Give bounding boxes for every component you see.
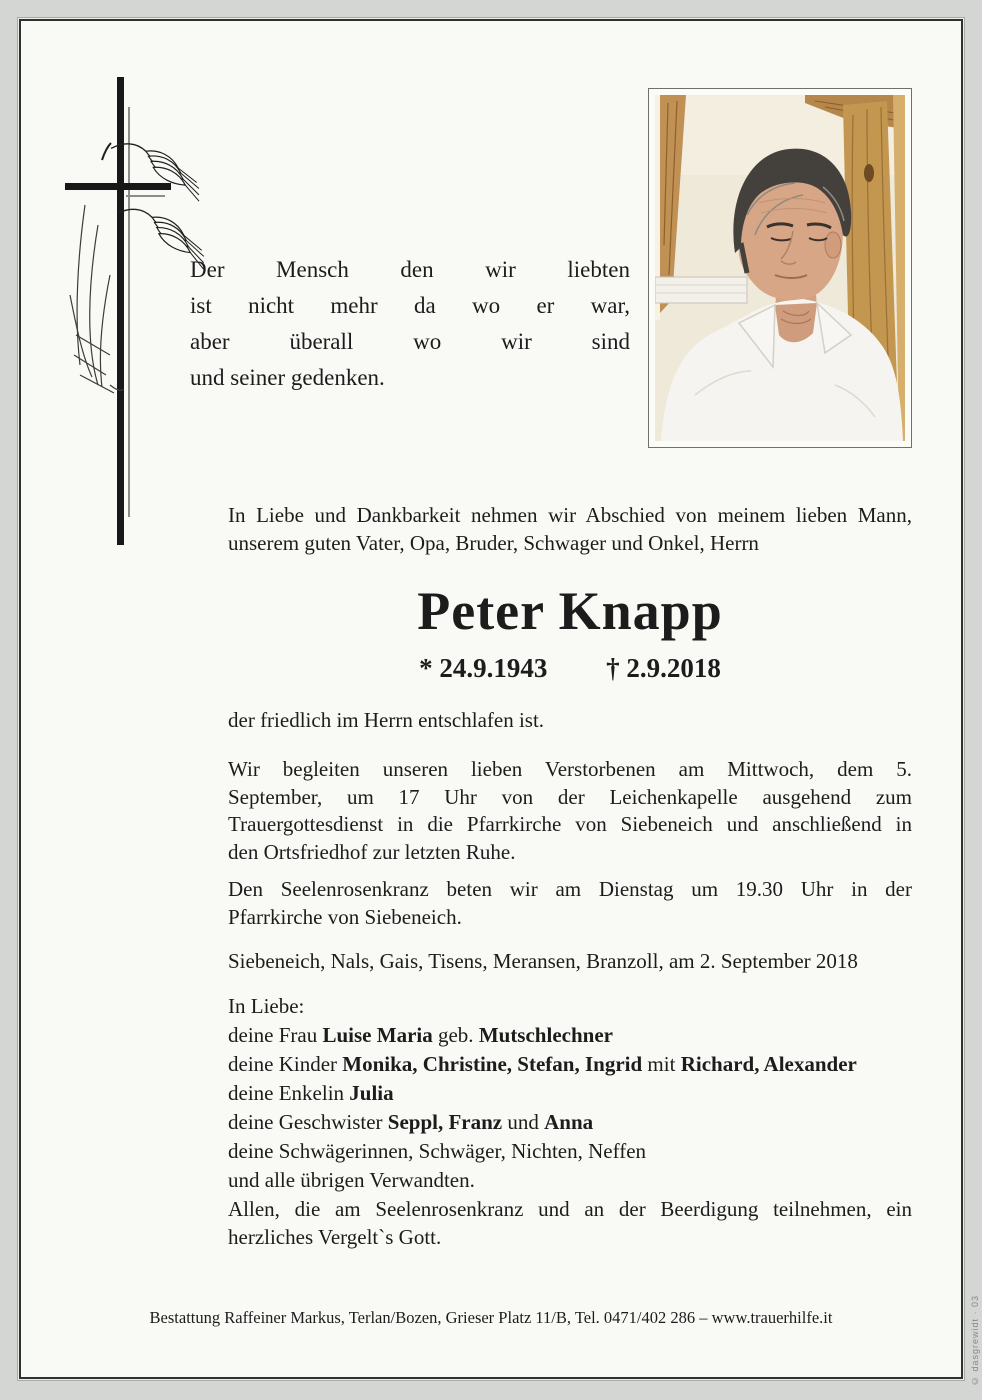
- paragraph-line: ist nicht mehr da wo er war,: [190, 293, 630, 318]
- cross-shadow-line: [128, 107, 130, 517]
- paragraph-line: Der Mensch den wir liebten: [190, 257, 630, 282]
- paragraph-line: und seiner gedenken.: [190, 365, 385, 390]
- life-dates: [228, 653, 912, 684]
- paragraph-line: herzliches Vergelt`s Gott.: [228, 1224, 442, 1249]
- paragraph-line: In Liebe und Dankbarkeit nehmen wir Abschied von meinem lieben Mann,: [228, 503, 912, 527]
- paragraph-line: unserem guten Vater, Opa, Bruder, Schwager und Onkel, Herrn: [228, 530, 759, 555]
- family-line: deine Enkelin Julia: [228, 1081, 394, 1105]
- grass-sketch-icon: [70, 205, 124, 393]
- funeral-home-footer: Bestattung Raffeiner Markus, Terlan/Bozen, Grieser Platz 11/B, Tel. 0471/402 286 – www.trauerhilfe.it: [149, 1308, 833, 1327]
- death-date: † 2.9.2018: [606, 653, 721, 683]
- portrait-photo-image: [655, 95, 905, 441]
- cross-icon: [117, 77, 124, 545]
- family-heading: In Liebe:: [228, 994, 305, 1018]
- rosary-paragraph: [228, 876, 912, 931]
- paragraph-line: aber überall wo wir sind: [190, 329, 630, 354]
- family-line: und alle übrigen Verwandten.: [228, 1168, 475, 1192]
- thanks-paragraph: [228, 1196, 912, 1251]
- family-line: deine Kinder Monika, Christine, Stefan, Ingrid mit Richard, Alexander: [228, 1052, 857, 1076]
- family-line: deine Schwägerinnen, Schwäger, Nichten, Neffen: [228, 1139, 647, 1163]
- paragraph-line: September, um 17 Uhr von der Leichenkapelle ausgehend zum: [228, 784, 912, 809]
- paragraph-line: Pfarrkirche von Siebeneich.: [228, 904, 462, 929]
- printer-credit-mark: © dasgrewidt · 03: [970, 1294, 980, 1386]
- paragraph-line: Den Seelenrosenkranz beten wir am Dienstag um 19.30 Uhr in der: [228, 877, 912, 901]
- memorial-poem: [190, 252, 630, 396]
- paragraph-line: den Ortsfriedhof zur letzten Ruhe.: [228, 839, 516, 864]
- birth-date: * 24.9.1943: [419, 653, 548, 683]
- family-line: deine Frau Luise Maria geb. Mutschlechner: [228, 1023, 613, 1047]
- deceased-name: Peter Knapp: [417, 581, 723, 641]
- portrait-photo: [648, 88, 912, 448]
- paragraph-line: Allen, die am Seelenrosenkranz und an der Beerdigung teilnehmen, ein: [228, 1197, 912, 1221]
- family-line: deine Geschwister Seppl, Franz und Anna: [228, 1110, 594, 1134]
- farewell-line: der friedlich im Herrn entschlafen ist.: [228, 708, 545, 732]
- places-date-line: Siebeneich, Nals, Gais, Tisens, Meransen, Branzoll, am 2. September 2018: [228, 949, 858, 973]
- paragraph-line: Trauergottesdienst in die Pfarrkirche von Siebeneich und anschließend in: [228, 812, 912, 836]
- funeral-paragraph: [228, 756, 912, 866]
- intro-paragraph: [228, 502, 912, 557]
- paragraph-line: Wir begleiten unseren lieben Verstorbenen am Mittwoch, dem 5.: [228, 757, 912, 781]
- family-list: [228, 1021, 857, 1195]
